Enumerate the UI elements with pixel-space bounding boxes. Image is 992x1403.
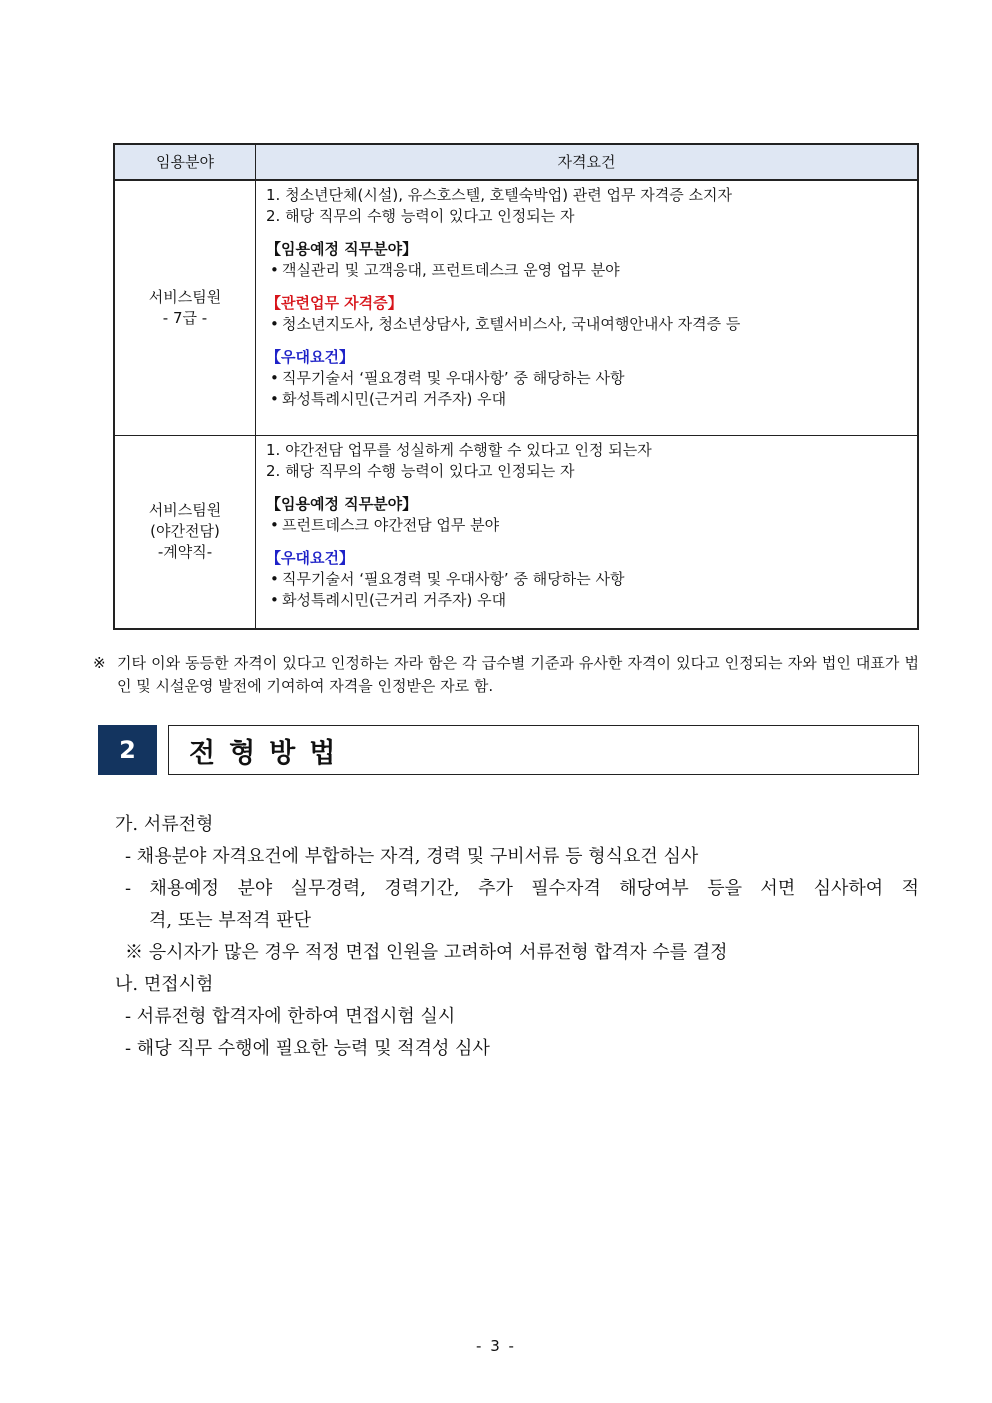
table-row bbox=[114, 435, 918, 629]
table-row bbox=[114, 180, 918, 435]
bullet-item: • 직무기술서 ‘필요경력 및 우대사항’ 중 해당하는 사항 bbox=[266, 569, 907, 590]
table-header-row bbox=[114, 144, 918, 180]
list-item: - 서류전형 합격자에 한하여 면접시험 실시 bbox=[125, 1006, 456, 1027]
numbered-item: 2. 해당 직무의 수행 능력이 있다고 인정되는 자 bbox=[266, 207, 575, 225]
section-title: 전형방법 bbox=[189, 737, 350, 769]
numbered-item: 1. 청소년단체(시설), 유스호스텔, 호텔숙박업) 관련 업무 자격증 소지자 bbox=[266, 186, 733, 204]
selection-method-list bbox=[113, 809, 919, 1065]
bullet-item: • 직무기술서 ‘필요경력 및 우대사항’ 중 해당하는 사항 bbox=[266, 368, 907, 389]
list-item: - 채용예정 분야 실무경력, 경력기간, 추가 필수자격 해당여부 등을 서면 심사하여 적 bbox=[125, 878, 919, 899]
field-cell bbox=[114, 180, 256, 435]
subsection-title: 나. 면접시험 bbox=[115, 974, 214, 995]
section-heading: 【우대요건】 bbox=[266, 548, 354, 567]
header-requirements: 자격요건 bbox=[256, 144, 919, 180]
footnote bbox=[93, 652, 919, 698]
list-item-continuation: 격, 또는 부적격 판단 bbox=[149, 910, 311, 931]
list-item: - 채용분야 자격요건에 부합하는 자격, 경력 및 구비서류 등 형식요건 심사 bbox=[125, 846, 699, 867]
section-title-box bbox=[168, 725, 919, 775]
section-heading: 【우대요건】 bbox=[266, 348, 354, 366]
field-subtitle: (야간전담) bbox=[150, 522, 220, 541]
bullet-item: • 화성특례시민(근거리 거주자) 우대 bbox=[266, 389, 907, 410]
list-item: - 해당 직무 수행에 필요한 능력 및 적격성 심사 bbox=[125, 1038, 490, 1059]
section-number-badge: 2 bbox=[98, 725, 157, 775]
field-name: 서비스팀원 bbox=[148, 501, 222, 520]
page-number: - 3 - bbox=[476, 1337, 516, 1355]
bullet-item: • 객실관리 및 고객응대, 프런트데스크 운영 업무 분야 bbox=[266, 260, 907, 281]
subsection-title: 가. 서류전형 bbox=[115, 814, 214, 835]
list-note: ※ 응시자가 많은 경우 적정 면접 인원을 고려하여 서류전형 합격자 수를 결정 bbox=[125, 942, 728, 963]
header-field: 임용분야 bbox=[114, 144, 256, 180]
field-name: 서비스팀원 bbox=[148, 287, 222, 306]
qualification-table bbox=[113, 143, 919, 630]
bullet-item: • 청소년지도사, 청소년상담사, 호텔서비스사, 국내여행안내사 자격증 등 bbox=[266, 314, 907, 335]
bullet-item: • 화성특례시민(근거리 거주자) 우대 bbox=[266, 590, 907, 611]
requirements-cell bbox=[256, 180, 919, 435]
footnote-text: 기타 이와 동등한 자격이 있다고 인정하는 자라 함은 각 급수별 기준과 유사한 자격이 있다고 인정되는 자와 법인 대표가 법인 및 시설운영 발전에 기여하여 자격을 인정받은 자로 함. bbox=[117, 654, 919, 695]
reference-mark: ※ bbox=[93, 654, 106, 672]
section-heading: 【임용예정 직무분야】 bbox=[266, 494, 418, 513]
requirements-cell bbox=[256, 435, 919, 629]
field-grade: -계약직- bbox=[157, 543, 213, 562]
numbered-item: 1. 야간전담 업무를 성실하게 수행할 수 있다고 인정 되는자 bbox=[266, 440, 652, 459]
numbered-item: 2. 해당 직무의 수행 능력이 있다고 인정되는 자 bbox=[266, 461, 575, 480]
bullet-item: • 프런트데스크 야간전담 업무 분야 bbox=[266, 515, 907, 536]
field-grade: - 7급 - bbox=[162, 308, 208, 327]
field-cell bbox=[114, 435, 256, 629]
section-heading: 【임용예정 직무분야】 bbox=[266, 240, 418, 258]
section-heading: 【관련업무 자격증】 bbox=[266, 294, 403, 312]
